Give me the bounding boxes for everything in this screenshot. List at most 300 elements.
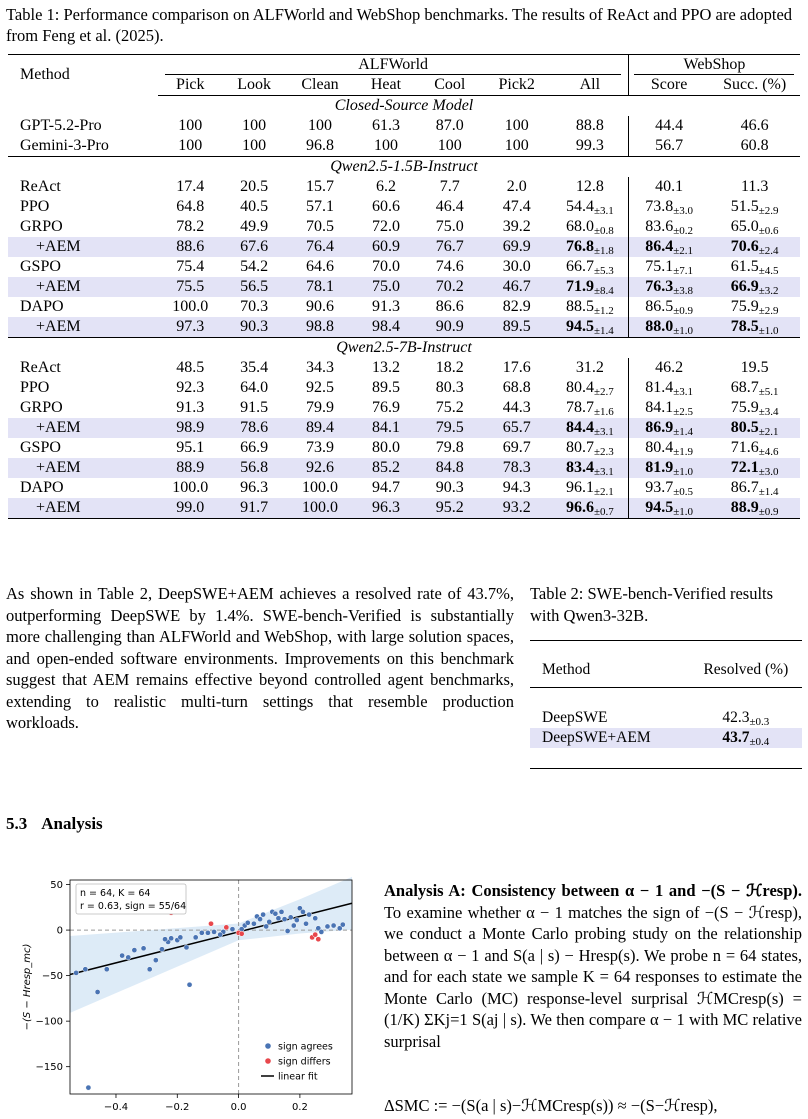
section-number: 5.3	[6, 814, 28, 833]
value-cell: 66.9	[240, 439, 269, 456]
annotation-line1: n = 64, K = 64	[80, 888, 151, 899]
value-cell: 57.1	[306, 198, 335, 215]
agree-point	[276, 916, 281, 921]
method-cell: GSPO	[20, 439, 61, 456]
table-row	[8, 418, 800, 438]
column-header: Pick	[158, 75, 222, 96]
value-cell: 88.6	[158, 237, 222, 257]
agree-point	[218, 932, 223, 937]
value-cell: 54.2	[240, 258, 269, 275]
value-cell: $43.7_{\pm 0.4}$	[690, 728, 802, 748]
table-row	[8, 398, 800, 418]
table-row	[8, 317, 800, 338]
value-cell: 75.4	[176, 258, 205, 275]
value-cell: 100.0	[172, 298, 209, 315]
value-cell: 100	[178, 117, 203, 134]
value-cell: 70.3	[240, 298, 269, 315]
x-tick-label: −0.2	[165, 1102, 190, 1113]
value-cell: $84.1_{\pm 2.5}$	[645, 399, 694, 418]
x-tick-label: 0.2	[291, 1102, 308, 1113]
value-cell: $88.5_{\pm 1.2}$	[552, 297, 629, 317]
column-header: Look	[222, 75, 286, 96]
value-cell: $86.5_{\pm 0.9}$	[645, 298, 694, 317]
value-cell: 99.3	[552, 136, 629, 157]
value-cell: 15.7	[306, 178, 335, 195]
value-cell: 89.5	[482, 317, 552, 338]
method-header: Method	[8, 55, 158, 96]
value-cell: 18.2	[435, 359, 464, 376]
value-cell: 92.6	[286, 458, 354, 478]
value-cell: 76.9	[371, 399, 400, 416]
value-cell: 69.9	[482, 237, 552, 257]
value-cell: $76.3_{\pm 3.8}$	[628, 277, 709, 297]
value-cell: 72.0	[371, 218, 400, 235]
value-cell: $68.7_{\pm 5.1}$	[730, 379, 779, 398]
value-cell: 44.3	[502, 399, 531, 416]
value-cell: 91.3	[371, 298, 400, 315]
value-cell: $66.7_{\pm 5.3}$	[552, 257, 629, 277]
value-cell: 93.2	[482, 498, 552, 519]
value-cell: 84.8	[418, 458, 482, 478]
table2	[530, 640, 802, 769]
legend-agree-marker	[265, 1043, 271, 1049]
differ-point	[224, 925, 229, 930]
value-cell: 17.4	[176, 178, 205, 195]
agree-point	[264, 924, 269, 929]
value-cell: 89.4	[286, 418, 354, 438]
value-cell: 96.3	[354, 498, 418, 519]
table-row	[8, 458, 800, 478]
value-cell: 46.6	[740, 117, 769, 134]
value-cell: 69.7	[502, 439, 531, 456]
value-cell: 48.5	[176, 359, 205, 376]
value-cell: $61.5_{\pm 4.5}$	[730, 258, 779, 277]
value-cell: 40.1	[655, 178, 684, 195]
agree-point	[245, 920, 250, 925]
value-cell: 74.6	[435, 258, 464, 275]
value-cell: 99.0	[158, 498, 222, 519]
value-cell: $71.6_{\pm 4.6}$	[730, 439, 779, 458]
legend-fit-label: linear fit	[278, 1071, 318, 1083]
x-tick-label: −0.4	[103, 1102, 129, 1113]
table-row	[8, 438, 800, 458]
value-cell: 95.2	[418, 498, 482, 519]
table-row	[8, 136, 800, 157]
value-cell: 84.1	[354, 418, 418, 438]
table-row	[8, 378, 800, 398]
method-cell: +AEM	[8, 418, 158, 438]
analysis-a	[384, 880, 802, 1052]
method-cell: PPO	[20, 198, 50, 215]
group-title: Qwen2.5-7B-Instruct	[8, 338, 800, 359]
agree-point	[147, 967, 152, 972]
column-header: Cool	[418, 75, 482, 96]
value-cell: 94.7	[371, 479, 400, 496]
value-cell: 56.8	[222, 458, 286, 478]
value-cell: $88.0_{\pm 1.0}$	[628, 317, 709, 338]
value-cell: 98.4	[354, 317, 418, 338]
value-cell: 35.4	[240, 359, 269, 376]
value-cell: $80.4_{\pm 2.7}$	[552, 378, 629, 398]
table-row	[8, 116, 800, 136]
value-cell: $76.8_{\pm 1.8}$	[552, 237, 629, 257]
agree-point	[184, 945, 189, 950]
agree-point	[319, 929, 324, 934]
value-cell: 70.2	[418, 277, 482, 297]
value-cell: 85.2	[354, 458, 418, 478]
y-tick-label: 0	[56, 925, 63, 937]
column-header: Pick2	[482, 75, 552, 96]
value-cell: 80.0	[371, 439, 400, 456]
agree-point	[291, 923, 296, 928]
y-tick-label: −150	[35, 1062, 63, 1074]
agree-point	[83, 967, 88, 972]
method-cell: +AEM	[8, 277, 158, 297]
method-cell: +AEM	[8, 498, 158, 519]
value-cell: 100	[373, 137, 398, 154]
value-cell: 75.5	[158, 277, 222, 297]
y-tick-label: −50	[41, 971, 63, 983]
value-cell: 90.3	[222, 317, 286, 338]
value-cell: 75.0	[435, 218, 464, 235]
value-cell: 56.7	[655, 137, 684, 154]
value-cell: 96.3	[240, 479, 269, 496]
x-tick-label: 0.0	[230, 1102, 247, 1113]
value-cell: $78.5_{\pm 1.0}$	[709, 317, 800, 338]
value-cell: 56.5	[222, 277, 286, 297]
y-axis-label: −(S − Hresp_mc)	[22, 943, 33, 1031]
value-cell: 44.4	[655, 117, 684, 134]
differ-point	[239, 931, 244, 936]
value-cell: $94.5_{\pm 1.0}$	[628, 498, 709, 519]
value-cell: 64.0	[240, 379, 269, 396]
agree-point	[267, 919, 272, 924]
value-cell: 100	[504, 117, 529, 134]
value-cell: $86.9_{\pm 1.4}$	[628, 418, 709, 438]
differ-point	[316, 937, 321, 942]
table-row	[8, 277, 800, 297]
value-cell: $96.1_{\pm 2.1}$	[552, 478, 629, 498]
method-cell: GRPO	[20, 399, 63, 416]
value-cell: 91.3	[176, 399, 205, 416]
differ-point	[208, 921, 213, 926]
value-cell: 61.3	[371, 117, 400, 134]
value-cell: $94.5_{\pm 1.4}$	[552, 317, 629, 338]
value-cell: $86.7_{\pm 1.4}$	[730, 479, 779, 498]
value-cell: $80.4_{\pm 1.9}$	[645, 439, 694, 458]
group-title: Qwen2.5-1.5B-Instruct	[8, 157, 800, 178]
method-cell: DeepSWE	[542, 709, 608, 726]
agree-point	[132, 948, 137, 953]
agree-point	[193, 935, 198, 940]
value-cell: 40.5	[240, 198, 269, 215]
value-cell: 80.3	[435, 379, 464, 396]
value-cell: 98.9	[158, 418, 222, 438]
value-cell: 13.2	[371, 359, 400, 376]
method-cell: GPT-5.2-Pro	[20, 117, 102, 134]
alfworld-header: ALFWorld	[158, 55, 628, 76]
agree-point	[251, 921, 256, 926]
value-cell: 97.3	[158, 317, 222, 338]
legend-differ-label: sign differs	[278, 1056, 331, 1068]
value-cell: 94.3	[502, 479, 531, 496]
value-cell: 100	[178, 137, 203, 154]
value-cell: 78.1	[286, 277, 354, 297]
agree-point	[95, 989, 100, 994]
value-cell: 78.3	[482, 458, 552, 478]
analysis-lead: Analysis A: Consistency between α − 1 and −(S − ℋresp).	[384, 881, 802, 900]
agree-point	[261, 912, 266, 917]
agree-point	[211, 929, 216, 934]
value-cell: $78.7_{\pm 1.6}$	[552, 398, 629, 418]
value-cell: 76.4	[286, 237, 354, 257]
agree-point	[159, 947, 164, 952]
method-cell: ReAct	[20, 178, 61, 195]
value-cell: $81.9_{\pm 1.0}$	[628, 458, 709, 478]
value-cell: 20.5	[240, 178, 269, 195]
value-cell: 73.9	[306, 439, 335, 456]
value-cell: $71.9_{\pm 8.4}$	[552, 277, 629, 297]
annotation-line2: r = 0.63, sign = 55/64	[80, 901, 187, 912]
value-cell: $68.0_{\pm 0.8}$	[552, 217, 629, 237]
agree-point	[313, 916, 318, 921]
value-cell: 17.6	[502, 359, 531, 376]
y-tick-label: 50	[50, 880, 63, 892]
value-cell: 88.8	[552, 116, 629, 136]
value-cell: 98.8	[286, 317, 354, 338]
value-cell: $54.4_{\pm 3.1}$	[552, 197, 629, 217]
value-cell: 70.0	[371, 258, 400, 275]
agree-point	[294, 917, 299, 922]
analysis-body: To examine whether α − 1 matches the sign of −(S − ℋresp), we conduct a Monte Carlo probing study on the relationship between α − 1 and S(a | s) − Hresp(s). We probe n = 64 states, and for each state we sample K = 64 responses to estimate the Monte Carlo (MC) response-level surprisal ℋMCresp(s) = (1/K) ΣKj=1 S(aj | s). We then compare α − 1 with MC relative surprisal	[384, 902, 802, 1051]
table1	[8, 54, 800, 519]
method-cell: ReAct	[20, 359, 61, 376]
method-cell: DAPO	[20, 298, 64, 315]
section-heading	[6, 814, 103, 834]
column-header: All	[552, 75, 629, 96]
value-cell: 75.2	[435, 399, 464, 416]
value-cell: $73.8_{\pm 3.0}$	[645, 198, 694, 217]
value-cell: 12.8	[552, 177, 629, 197]
agree-point	[306, 912, 311, 917]
value-cell: 86.6	[435, 298, 464, 315]
agree-point	[230, 927, 235, 932]
table-row	[8, 217, 800, 237]
table-row	[8, 358, 800, 378]
value-cell: $70.6_{\pm 2.4}$	[709, 237, 800, 257]
value-cell: 100	[242, 117, 267, 134]
value-cell: 60.9	[354, 237, 418, 257]
value-cell: 90.6	[306, 298, 335, 315]
agree-point	[199, 930, 204, 935]
value-cell: $86.4_{\pm 2.1}$	[628, 237, 709, 257]
agree-point	[169, 936, 174, 941]
analysis-formula: ΔSMC := −(S(a | s)−ℋMCresp(s)) ≈ −(S−ℋresp),	[384, 1096, 718, 1115]
value-cell: 90.9	[418, 317, 482, 338]
table-row	[8, 197, 800, 217]
method-cell: GSPO	[20, 258, 61, 275]
method-cell: GRPO	[20, 218, 63, 235]
table-row	[8, 177, 800, 197]
value-cell: 76.7	[418, 237, 482, 257]
table-row	[530, 708, 802, 728]
value-cell: $83.4_{\pm 3.1}$	[552, 458, 629, 478]
value-cell: $75.9_{\pm 2.9}$	[730, 298, 779, 317]
table-row	[8, 257, 800, 277]
value-cell: $42.3_{\pm 0.3}$	[722, 709, 770, 728]
agree-point	[153, 958, 158, 963]
agree-point	[303, 921, 308, 926]
value-cell: 100	[308, 117, 333, 134]
value-cell: $84.4_{\pm 3.1}$	[552, 418, 629, 438]
table-row	[8, 478, 800, 498]
scatter-plot	[8, 870, 358, 1119]
value-cell: 31.2	[552, 358, 629, 378]
value-cell: 92.3	[176, 379, 205, 396]
agree-point	[187, 982, 192, 987]
agree-point	[141, 946, 146, 951]
value-cell: 100.0	[172, 479, 209, 496]
table2-caption: Table 2: SWE-bench-Verified results with Qwen3-32B.	[530, 584, 774, 625]
value-cell: 89.5	[371, 379, 400, 396]
agree-point	[282, 917, 287, 922]
value-cell: 11.3	[740, 178, 769, 195]
agree-point	[300, 909, 305, 914]
y-tick-label: −100	[35, 1016, 63, 1028]
section-title: Analysis	[41, 814, 103, 833]
value-cell: $51.5_{\pm 2.9}$	[730, 198, 779, 217]
column-header: Heat	[354, 75, 418, 96]
value-cell: $75.9_{\pm 3.4}$	[730, 399, 779, 418]
value-cell: $93.7_{\pm 0.5}$	[645, 479, 694, 498]
agree-point	[273, 911, 278, 916]
agree-point	[86, 1085, 91, 1090]
group-title: Closed-Source Model	[334, 97, 474, 114]
agree-point	[104, 967, 109, 972]
agree-point	[257, 917, 262, 922]
value-cell: $88.9_{\pm 0.9}$	[709, 498, 800, 519]
differ-point	[313, 932, 318, 937]
value-cell: $96.6_{\pm 0.7}$	[552, 498, 629, 519]
agree-point	[340, 922, 345, 927]
value-cell: 6.2	[375, 178, 396, 195]
value-cell: 96.8	[306, 137, 335, 154]
value-cell: 60.8	[740, 137, 769, 154]
column-header: Succ. (%)	[709, 75, 800, 96]
value-cell: 64.6	[306, 258, 335, 275]
value-cell: 100.0	[286, 498, 354, 519]
results-paragraph: As shown in Table 2, DeepSWE+AEM achieves a resolved rate of 43.7%, outperforming DeepSWE by 1.4%. SWE-bench-Verified is substantially more challenging than ALFWorld and WebShop, with large solution spaces, and open-ended software environments. Improvements on this benchmark suggest that AEM remains effective beyond controlled agent benchmarks, extending to realistic multi-turn settings that resemble production workloads.	[6, 584, 514, 732]
method-cell: +AEM	[8, 237, 158, 257]
value-cell: 88.9	[158, 458, 222, 478]
value-cell: 34.3	[306, 359, 335, 376]
value-cell: 7.7	[439, 178, 460, 195]
value-cell: $80.5_{\pm 2.1}$	[709, 418, 800, 438]
value-cell: $83.6_{\pm 0.2}$	[645, 218, 694, 237]
agree-point	[325, 924, 330, 929]
agree-point	[74, 970, 79, 975]
value-cell: 95.1	[176, 439, 205, 456]
table1-caption: Table 1: Performance comparison on ALFWorld and WebShop benchmarks. The results of ReAct and PPO are adopted from Feng et al. (2025).	[6, 5, 793, 45]
webshop-header: WebShop	[628, 55, 800, 76]
value-cell: 91.7	[222, 498, 286, 519]
column-header: Score	[628, 75, 709, 96]
value-cell: 49.9	[240, 218, 269, 235]
value-cell: 100	[437, 137, 462, 154]
value-cell: 46.2	[655, 359, 684, 376]
value-cell: 100	[242, 137, 267, 154]
value-cell: 92.5	[306, 379, 335, 396]
method-cell: PPO	[20, 379, 50, 396]
value-cell: 82.9	[502, 298, 531, 315]
column-header: Clean	[286, 75, 354, 96]
t2-resolved-header: Resolved (%)	[703, 661, 789, 678]
value-cell: 79.8	[435, 439, 464, 456]
value-cell: 67.6	[222, 237, 286, 257]
value-cell: 65.7	[482, 418, 552, 438]
value-cell: 47.4	[502, 198, 531, 215]
value-cell: 70.5	[306, 218, 335, 235]
agree-point	[120, 953, 125, 958]
value-cell: 79.9	[306, 399, 335, 416]
agree-point	[162, 937, 167, 942]
value-cell: 39.2	[502, 218, 531, 235]
table-row	[8, 237, 800, 257]
value-cell: 64.8	[176, 198, 205, 215]
value-cell: 91.5	[240, 399, 269, 416]
agree-point	[279, 909, 284, 914]
method-cell: Gemini-3-Pro	[20, 137, 109, 154]
value-cell: 68.8	[502, 379, 531, 396]
value-cell: 90.3	[435, 479, 464, 496]
t2-method-header: Method	[542, 661, 591, 678]
value-cell: $81.4_{\pm 3.1}$	[645, 379, 694, 398]
legend-agree-label: sign agrees	[278, 1041, 333, 1053]
value-cell: 30.0	[502, 258, 531, 275]
legend-differ-marker	[265, 1058, 271, 1064]
method-cell: +AEM	[8, 317, 158, 338]
value-cell: 2.0	[506, 178, 527, 195]
table-row	[530, 728, 802, 748]
value-cell: $66.9_{\pm 3.2}$	[709, 277, 800, 297]
method-cell: DeepSWE+AEM	[530, 728, 690, 748]
agree-point	[288, 915, 293, 920]
value-cell: 46.7	[482, 277, 552, 297]
value-cell: $65.0_{\pm 0.6}$	[730, 218, 779, 237]
value-cell: 46.4	[435, 198, 464, 215]
table-row	[8, 297, 800, 317]
value-cell: 79.5	[418, 418, 482, 438]
method-cell: +AEM	[8, 458, 158, 478]
value-cell: 78.2	[176, 218, 205, 235]
value-cell: 78.6	[222, 418, 286, 438]
agree-point	[126, 955, 131, 960]
value-cell: $72.1_{\pm 3.0}$	[709, 458, 800, 478]
value-cell: 60.6	[371, 198, 400, 215]
agree-point	[331, 923, 336, 928]
agree-point	[205, 930, 210, 935]
table-row	[8, 498, 800, 519]
agree-point	[178, 935, 183, 940]
value-cell: 100.0	[302, 479, 339, 496]
agree-point	[285, 928, 290, 933]
value-cell: 75.0	[354, 277, 418, 297]
value-cell: 100	[504, 137, 529, 154]
value-cell: 87.0	[435, 117, 464, 134]
method-cell: DAPO	[20, 479, 64, 496]
value-cell: $80.7_{\pm 2.3}$	[552, 438, 629, 458]
value-cell: 19.5	[740, 359, 769, 376]
